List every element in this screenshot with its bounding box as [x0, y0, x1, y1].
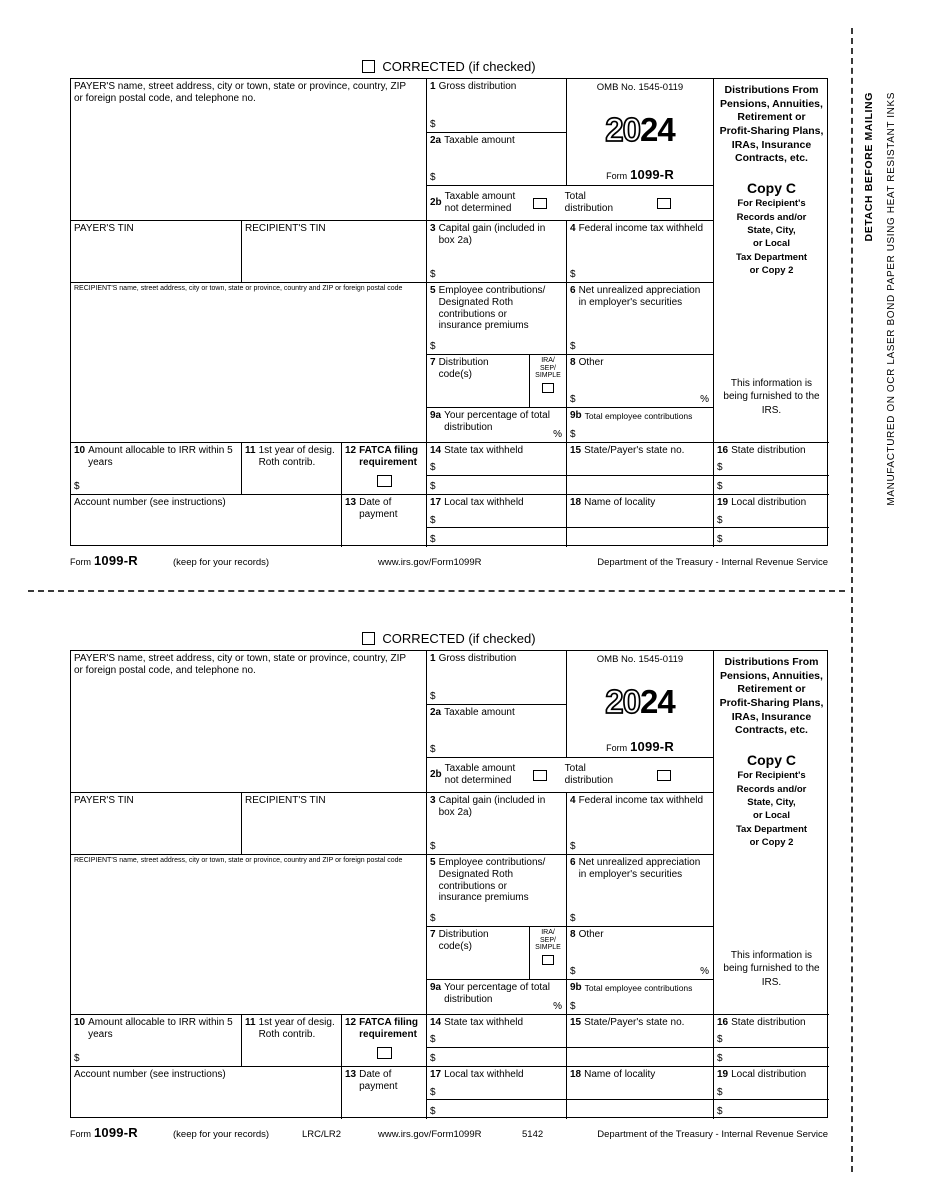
box-19-local-distribution [713, 494, 829, 547]
box-16-state-distribution [713, 442, 829, 494]
box-2a-taxable-amount [426, 704, 566, 757]
copy-c-text: For Recipient's Records and/or State, City, or Local Tax Department or Copy 2 [735, 198, 808, 276]
corrected-row [70, 630, 828, 646]
payer-tin-label: PAYER'S TIN [74, 223, 134, 234]
recipient-tin-label: RECIPIENT'S TIN [245, 795, 326, 806]
omb-year-cell [566, 79, 713, 185]
box-9a-percentage [426, 979, 566, 1014]
copy-c-label: Copy C [747, 751, 796, 768]
box-8-other [566, 354, 713, 407]
box-number: 18 [570, 1069, 582, 1080]
box-number: 19 [717, 497, 729, 508]
box-label: Other [578, 929, 604, 940]
box-number: 17 [430, 1069, 442, 1080]
dollar-sign: $ [570, 1001, 576, 1013]
dollar-sign: $ [717, 1034, 723, 1046]
box-label: Your percentage of total distribution [444, 982, 550, 1005]
box-label: Distribution code(s) [438, 357, 489, 380]
box-label: State tax withheld [444, 445, 524, 456]
box-label: State distribution [731, 445, 806, 456]
copy-designation [736, 752, 807, 849]
ira-sep-simple-cell [529, 926, 566, 979]
dollar-sign: $ [430, 913, 436, 925]
box-label: Gross distribution [438, 653, 517, 664]
box-number: 5 [430, 857, 436, 868]
dollar-sign: $ [74, 481, 80, 493]
right-column [713, 651, 829, 1014]
year-bold-digits: 24 [640, 683, 675, 721]
box-number: 4 [570, 795, 576, 806]
dollar-sign: $ [430, 119, 436, 131]
box-label: Total employee contributions [584, 411, 693, 421]
box-1-gross-distribution [426, 651, 566, 704]
box-number: 6 [570, 285, 576, 296]
year-outline-digits: 20 [605, 111, 640, 149]
form-word: Form [70, 1129, 91, 1139]
box-17-local-tax-withheld [426, 1066, 566, 1119]
box-number: 11 [245, 1017, 256, 1028]
box-5-employee-contributions [426, 282, 566, 354]
sep-label: SEP/ [540, 936, 556, 944]
box-number: 10 [74, 445, 86, 456]
not-determined-label: Taxable amount not determined [444, 191, 516, 214]
box-number: 8 [570, 357, 576, 368]
form-id [606, 167, 674, 182]
box-14-state-tax-withheld [426, 1014, 566, 1066]
year-outline-digits: 20 [605, 683, 640, 721]
payer-tin-label: PAYER'S TIN [74, 795, 134, 806]
right-column [713, 79, 829, 442]
form-number: 1099-R [630, 166, 674, 182]
box-10-irr-allocation [71, 442, 241, 494]
box-14-state-tax-withheld [426, 442, 566, 494]
footer-keep-note: (keep for your records) [173, 557, 270, 568]
box-number: 3 [430, 795, 436, 806]
form-number: 1099-R [94, 1125, 138, 1140]
box-number: 11 [245, 445, 256, 456]
recipient-info-label: RECIPIENT'S name, street address, city or town, state or province, country and ZIP or foreign postal code [74, 285, 403, 292]
dollar-sign: $ [430, 341, 436, 353]
form-number: 1099-R [94, 553, 138, 568]
payer-tin-cell [71, 220, 241, 282]
box-1-gross-distribution [426, 79, 566, 132]
box-label: Gross distribution [438, 81, 517, 92]
box-number: 12 [345, 1017, 357, 1028]
box-label: Name of locality [584, 1069, 656, 1080]
fatca-checkbox[interactable] [377, 475, 392, 487]
not-determined-label: Taxable amount not determined [444, 763, 516, 786]
dollar-sign: $ [430, 841, 436, 853]
total-distribution-label: Total distribution [564, 191, 614, 214]
form-table [70, 650, 828, 1118]
footer-form-id [70, 1125, 138, 1140]
box-label: Local tax withheld [444, 1069, 524, 1080]
box-number: 9b [570, 410, 582, 421]
box-label: Federal income tax withheld [578, 795, 704, 806]
box-label: Date of payment [359, 1069, 398, 1092]
box-label: Amount allocable to IRR within 5 years [88, 445, 233, 468]
box-number: 14 [430, 445, 442, 456]
box-number: 3 [430, 223, 436, 234]
payer-tin-cell [71, 792, 241, 854]
footer-print-code: 5142 [522, 1129, 544, 1140]
box-number: 16 [717, 1017, 729, 1028]
form-title: Distributions From Pensions, Annuities, Retirement or Profit-Sharing Plans, IRAs, Insurance Contracts, etc. [719, 84, 824, 165]
corrected-checkbox[interactable] [362, 60, 375, 73]
box-label: State/Payer's state no. [584, 445, 685, 456]
copy-c-label: Copy C [747, 179, 796, 196]
box-number: 8 [570, 929, 576, 940]
box-label: Capital gain (included in box 2a) [438, 223, 546, 246]
box-number: 2a [430, 135, 442, 146]
account-number-cell [71, 1066, 341, 1119]
box-label: Your percentage of total distribution [444, 410, 550, 433]
corrected-checkbox[interactable] [362, 632, 375, 645]
account-number-label: Account number (see instructions) [74, 497, 226, 508]
dollar-sign: $ [717, 1086, 723, 1098]
box-number: 2b [430, 197, 442, 209]
manufactured-note-text: MANUFACTURED ON OCR LASER BOND PAPER USING HEAT RESISTANT INKS [886, 92, 897, 506]
form-table [70, 78, 828, 546]
box-2b-row [426, 757, 713, 792]
box-18-name-of-locality [566, 1066, 713, 1119]
box-label: Taxable amount [444, 135, 515, 146]
total-distribution-checkbox[interactable] [657, 770, 671, 781]
form-number: 1099-R [630, 738, 674, 754]
dollar-sign: $ [570, 269, 576, 281]
percent-sign: % [700, 966, 709, 978]
box-label: FATCA filing requirement [359, 1017, 419, 1040]
box-label: State distribution [731, 1017, 806, 1028]
box-number: 18 [570, 497, 582, 508]
taxable-not-determined-checkbox[interactable] [533, 770, 547, 781]
detach-perforation-line [851, 28, 853, 1172]
dollar-sign: $ [430, 1034, 436, 1046]
box-2a-taxable-amount [426, 132, 566, 185]
perforation-separator [28, 590, 845, 592]
percent-sign: % [553, 429, 562, 441]
tax-year [605, 111, 675, 149]
box-4-federal-tax-withheld [566, 220, 713, 282]
dollar-sign: $ [430, 514, 436, 526]
box-label: 1st year of desig. Roth contrib. [258, 1017, 335, 1040]
box-16-state-distribution [713, 1014, 829, 1066]
box-12-fatca [341, 442, 426, 494]
furnished-note: This information is being furnished to the IRS. [723, 377, 820, 416]
dollar-sign: $ [717, 481, 723, 493]
corrected-label: CORRECTED (if checked) [382, 630, 536, 646]
dollar-sign: $ [717, 1106, 723, 1118]
box-12-fatca [341, 1014, 426, 1066]
ira-label: IRA/ [541, 929, 555, 936]
year-bold-digits: 24 [640, 111, 675, 149]
recipient-tin-cell [241, 792, 426, 854]
footer-keep-note: (keep for your records) [173, 1129, 270, 1140]
box-10-irr-allocation [71, 1014, 241, 1066]
box-number: 12 [345, 445, 357, 456]
box-number: 5 [430, 285, 436, 296]
corrected-row [70, 58, 828, 74]
box-number: 15 [570, 1017, 582, 1028]
omb-year-cell [566, 651, 713, 757]
dollar-sign: $ [570, 394, 576, 406]
footer-url: www.irs.gov/Form1099R [378, 1129, 482, 1140]
box-15-state-payer-no [566, 442, 713, 494]
percent-sign: % [700, 394, 709, 406]
dollar-sign: $ [717, 462, 723, 474]
box-number: 6 [570, 857, 576, 868]
box-number: 13 [345, 497, 357, 508]
box-number: 14 [430, 1017, 442, 1028]
box-number: 2b [430, 769, 442, 781]
dollar-sign: $ [570, 341, 576, 353]
box-number: 4 [570, 223, 576, 234]
dollar-sign: $ [570, 913, 576, 925]
form-word: Form [70, 557, 91, 567]
dollar-sign: $ [717, 1053, 723, 1065]
payer-info-cell [71, 79, 426, 220]
box-label: Local tax withheld [444, 497, 524, 508]
box-6-net-unrealized-appreciation [566, 282, 713, 354]
box-3-capital-gain [426, 792, 566, 854]
form-word: Form [606, 170, 628, 181]
box-label: Local distribution [731, 1069, 807, 1080]
box-number: 7 [430, 929, 436, 940]
box-number: 19 [717, 1069, 729, 1080]
box-17-local-tax-withheld [426, 494, 566, 547]
recipient-info-label: RECIPIENT'S name, street address, city or town, state or province, country and ZIP or foreign postal code [74, 857, 403, 864]
box-8-other [566, 926, 713, 979]
dollar-sign: $ [570, 966, 576, 978]
recipient-tin-cell [241, 220, 426, 282]
form-word: Form [606, 742, 628, 753]
copy-c-text: For Recipient's Records and/or State, City, or Local Tax Department or Copy 2 [735, 770, 808, 848]
box-2b-row [426, 185, 713, 220]
box-11-roth-first-year [241, 442, 341, 494]
box-label: Name of locality [584, 497, 656, 508]
dollar-sign: $ [430, 1106, 436, 1118]
box-label: Capital gain (included in box 2a) [438, 795, 546, 818]
percent-sign: % [553, 1001, 562, 1013]
box-13-date-of-payment [341, 494, 426, 547]
box-label: FATCA filing requirement [359, 445, 419, 468]
ira-label: IRA/ [541, 357, 555, 364]
footer-form-id [70, 553, 138, 568]
box-19-local-distribution [713, 1066, 829, 1119]
box-3-capital-gain [426, 220, 566, 282]
box-15-state-payer-no [566, 1014, 713, 1066]
box-number: 2a [430, 707, 442, 718]
box-9b-total-employee-contributions [566, 407, 713, 442]
box-7-distribution-codes [426, 354, 529, 407]
box-label: Federal income tax withheld [578, 223, 704, 234]
payer-info-label: PAYER'S name, street address, city or town, state or province, country, ZIP or foreign postal code, and telephone no. [74, 81, 406, 104]
box-number: 1 [430, 653, 436, 664]
tax-year [605, 683, 675, 721]
box-label: 1st year of desig. Roth contrib. [258, 445, 335, 468]
form-footer [70, 1125, 828, 1141]
box-18-name-of-locality [566, 494, 713, 547]
dollar-sign: $ [570, 429, 576, 441]
ira-sep-simple-checkbox[interactable] [542, 383, 554, 393]
ira-sep-simple-checkbox[interactable] [542, 955, 554, 965]
form-footer [70, 553, 828, 569]
dollar-sign: $ [430, 462, 436, 474]
box-label: Other [578, 357, 604, 368]
detach-before-mailing-text: DETACH BEFORE MAILING [863, 92, 875, 242]
box-label: State/Payer's state no. [584, 1017, 685, 1028]
account-number-label: Account number (see instructions) [74, 1069, 226, 1080]
taxable-not-determined-checkbox[interactable] [533, 198, 547, 209]
fatca-checkbox[interactable] [377, 1047, 392, 1059]
box-label: Employee contributions/ Designated Roth contributions or insurance premiums [438, 285, 546, 332]
box-number: 1 [430, 81, 436, 92]
dollar-sign: $ [74, 1053, 80, 1065]
dollar-sign: $ [430, 172, 436, 184]
box-7-distribution-codes [426, 926, 529, 979]
omb-number: OMB No. 1545-0119 [596, 654, 684, 665]
box-label: Taxable amount [444, 707, 515, 718]
account-number-cell [71, 494, 341, 547]
form-1099r-copy-1 [70, 58, 828, 569]
dollar-sign: $ [430, 481, 436, 493]
box-5-employee-contributions [426, 854, 566, 926]
box-label: Total employee contributions [584, 983, 693, 993]
form-1099r-copy-2 [70, 630, 828, 1141]
box-9b-total-employee-contributions [566, 979, 713, 1014]
footer-department: Department of the Treasury - Internal Revenue Service [597, 557, 828, 568]
form-id [606, 739, 674, 754]
payer-info-cell [71, 651, 426, 792]
form-title: Distributions From Pensions, Annuities, Retirement or Profit-Sharing Plans, IRAs, Insurance Contracts, etc. [719, 656, 824, 737]
dollar-sign: $ [570, 841, 576, 853]
dollar-sign: $ [430, 534, 436, 546]
furnished-note: This information is being furnished to the IRS. [723, 949, 820, 988]
ira-sep-simple-cell [529, 354, 566, 407]
dollar-sign: $ [717, 534, 723, 546]
box-label: Local distribution [731, 497, 807, 508]
dollar-sign: $ [430, 269, 436, 281]
footer-lrc-code: LRC/LR2 [302, 1129, 342, 1140]
box-label: Distribution code(s) [438, 929, 489, 952]
dollar-sign: $ [430, 1053, 436, 1065]
box-label: Employee contributions/ Designated Roth contributions or insurance premiums [438, 857, 546, 904]
total-distribution-checkbox[interactable] [657, 198, 671, 209]
box-number: 7 [430, 357, 436, 368]
box-label: Net unrealized appreciation in employer's securities [578, 857, 701, 880]
dollar-sign: $ [430, 744, 436, 756]
simple-label: SIMPLE [535, 372, 561, 380]
box-number: 13 [345, 1069, 357, 1080]
footer-department: Department of the Treasury - Internal Revenue Service [597, 1129, 828, 1140]
box-label: State tax withheld [444, 1017, 524, 1028]
box-number: 10 [74, 1017, 86, 1028]
footer-url: www.irs.gov/Form1099R [378, 557, 482, 568]
box-13-date-of-payment [341, 1066, 426, 1119]
box-number: 9a [430, 410, 442, 421]
sep-label: SEP/ [540, 364, 556, 372]
recipient-tin-label: RECIPIENT'S TIN [245, 223, 326, 234]
box-11-roth-first-year [241, 1014, 341, 1066]
box-label: Date of payment [359, 497, 398, 520]
box-label: Amount allocable to IRR within 5 years [88, 1017, 233, 1040]
dollar-sign: $ [430, 691, 436, 703]
box-label: Net unrealized appreciation in employer's securities [578, 285, 701, 308]
box-9a-percentage [426, 407, 566, 442]
omb-number: OMB No. 1545-0119 [596, 82, 684, 93]
box-number: 9b [570, 982, 582, 993]
box-6-net-unrealized-appreciation [566, 854, 713, 926]
box-4-federal-tax-withheld [566, 792, 713, 854]
simple-label: SIMPLE [535, 944, 561, 952]
copy-designation [736, 180, 807, 277]
payer-info-label: PAYER'S name, street address, city or town, state or province, country, ZIP or foreign postal code, and telephone no. [74, 653, 406, 676]
total-distribution-label: Total distribution [564, 763, 614, 786]
dollar-sign: $ [430, 1086, 436, 1098]
box-number: 17 [430, 497, 442, 508]
dollar-sign: $ [717, 514, 723, 526]
box-number: 16 [717, 445, 729, 456]
box-number: 15 [570, 445, 582, 456]
box-number: 9a [430, 982, 442, 993]
corrected-label: CORRECTED (if checked) [382, 58, 536, 74]
